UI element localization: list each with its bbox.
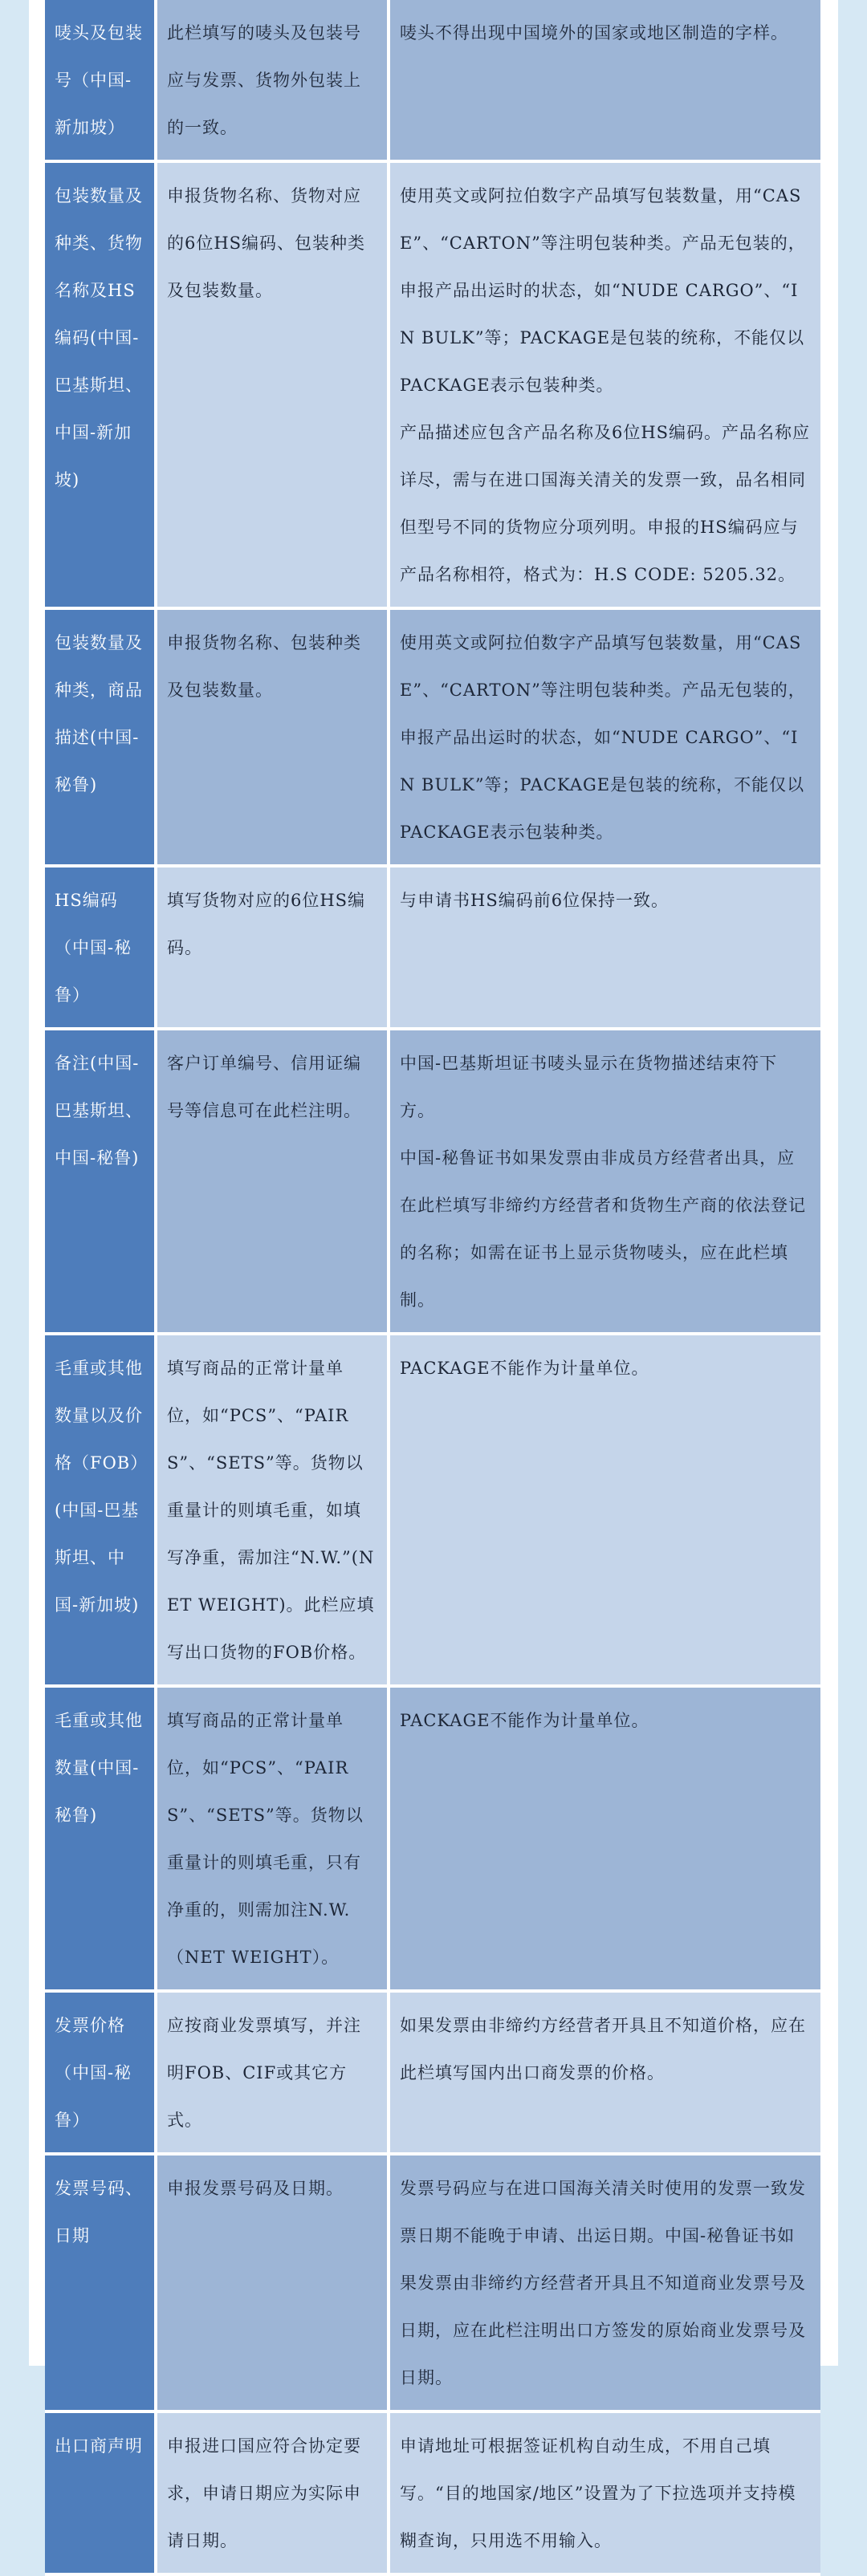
table-row [45,1688,820,1993]
notes-cell [390,2413,820,2576]
field-name-cell: 发票号码、日期 [45,2155,157,2413]
note-paragraph: 中国-巴基斯坦证书唛头显示在货物描述结束符下方。 [400,1054,778,1120]
note-paragraph: 与申请书HS编码前6位保持一致。 [400,891,670,910]
table-row [45,1335,820,1688]
fill-requirement-cell: 客户订单编号、信用证编号等信息可在此栏注明。 [157,1030,390,1335]
note-paragraph: 中国-秘鲁证书如果发票由非成员方经营者出具，应在此栏填写非缔约方经营者和货物生产商的依法登记的名称；如需在证书上显示货物唛头，应在此栏填制。 [400,1148,806,1310]
fill-requirement-cell: 此栏填写的唛头及包装号应与发票、货物外包装上的一致。 [157,0,390,163]
note-paragraph: PACKAGE不能作为计量单位。 [400,1711,649,1730]
table-row [45,1030,820,1335]
note-paragraph: 发票号码应与在进口国海关清关时使用的发票一致发票日期不能晚于申请、出运日期。中国-秘鲁证书如果发票由非缔约方经营者开具且不知道商业发票号及日期，应在此栏注明出口方签发的原始商业发票号及日期。 [400,2179,806,2387]
notes-cell [390,1335,820,1688]
certificate-fill-rules-table [45,0,820,2576]
field-name-cell: HS编码（中国-秘鲁） [45,867,157,1030]
table-row [45,163,820,610]
fill-requirement-cell: 填写货物对应的6位HS编码。 [157,867,390,1030]
fill-requirement-cell: 申报发票号码及日期。 [157,2155,390,2413]
table-row [45,2413,820,2576]
note-paragraph: PACKAGE不能作为计量单位。 [400,1359,649,1378]
field-name-cell: 包装数量及种类、货物名称及HS编码(中国-巴基斯坦、中国-新加坡) [45,163,157,610]
fill-requirement-cell: 填写商品的正常计量单位，如“PCS”、“PAIRS”、“SETS”等。货物以重量计的则填毛重，只有净重的，则需加注N.W.（NET WEIGHT）。 [157,1688,390,1993]
note-paragraph: 如果发票由非缔约方经营者开具且不知道价格，应在此栏填写国内出口商发票的价格。 [400,2016,806,2082]
notes-cell [390,0,820,163]
notes-cell [390,163,820,610]
note-paragraph: 使用英文或阿拉伯数字产品填写包装数量，用“CASE”、“CARTON”等注明包装种类。产品无包装的，申报产品出运时的状态，如“NUDE CARGO”、“IN BULK”等；PACKAGE是包装的统称，不能仅以PACKAGE表示包装种类。 [400,186,806,395]
note-paragraph: 唛头不得出现中国境外的国家或地区制造的字样。 [400,23,788,43]
fill-requirement-cell: 申报进口国应符合协定要求，申请日期应为实际申请日期。 [157,2413,390,2576]
fill-requirement-cell: 申报货物名称、货物对应的6位HS编码、包装种类及包装数量。 [157,163,390,610]
field-name-cell: 唛头及包装号（中国-新加坡） [45,0,157,163]
table-row [45,2155,820,2413]
field-name-cell: 毛重或其他数量(中国-秘鲁) [45,1688,157,1993]
notes-cell [390,2155,820,2413]
note-paragraph: 产品描述应包含产品名称及6位HS编码。产品名称应详尽，需与在进口国海关清关的发票一致，品名相同但型号不同的货物应分项列明。申报的HS编码应与产品名称相符，格式为：H.S CODE: 5205.32。 [400,423,811,584]
table-row [45,610,820,867]
fill-requirement-cell: 应按商业发票填写，并注明FOB、CIF或其它方式。 [157,1993,390,2155]
notes-cell [390,610,820,867]
fill-requirement-cell: 填写商品的正常计量单位，如“PCS”、“PAIRS”、“SETS”等。货物以重量计的则填毛重，如填写净重，需加注“N.W.”(NET WEIGHT)。此栏应填写出口货物的FOB价格。 [157,1335,390,1688]
field-name-cell: 发票价格（中国-秘鲁） [45,1993,157,2155]
notes-cell [390,1688,820,1993]
field-name-cell: 出口商声明 [45,2413,157,2576]
table-row [45,1993,820,2155]
table-row [45,867,820,1030]
table-row [45,0,820,163]
field-name-cell: 备注(中国-巴基斯坦、中国-秘鲁) [45,1030,157,1335]
field-name-cell: 包装数量及种类，商品描述(中国-秘鲁) [45,610,157,867]
fill-requirement-cell: 申报货物名称、包装种类及包装数量。 [157,610,390,867]
notes-cell [390,867,820,1030]
note-paragraph: 申请地址可根据签证机构自动生成，不用自己填写。“目的地国家/地区”设置为了下拉选项并支持模糊查询，只用选不用输入。 [400,2436,796,2550]
field-name-cell: 毛重或其他数量以及价格（FOB）(中国-巴基斯坦、中国-新加坡) [45,1335,157,1688]
notes-cell [390,1030,820,1335]
notes-cell [390,1993,820,2155]
note-paragraph: 使用英文或阿拉伯数字产品填写包装数量，用“CASE”、“CARTON”等注明包装种类。产品无包装的，申报产品出运时的状态，如“NUDE CARGO”、“IN BULK”等；PACKAGE是包装的统称，不能仅以PACKAGE表示包装种类。 [400,633,806,842]
